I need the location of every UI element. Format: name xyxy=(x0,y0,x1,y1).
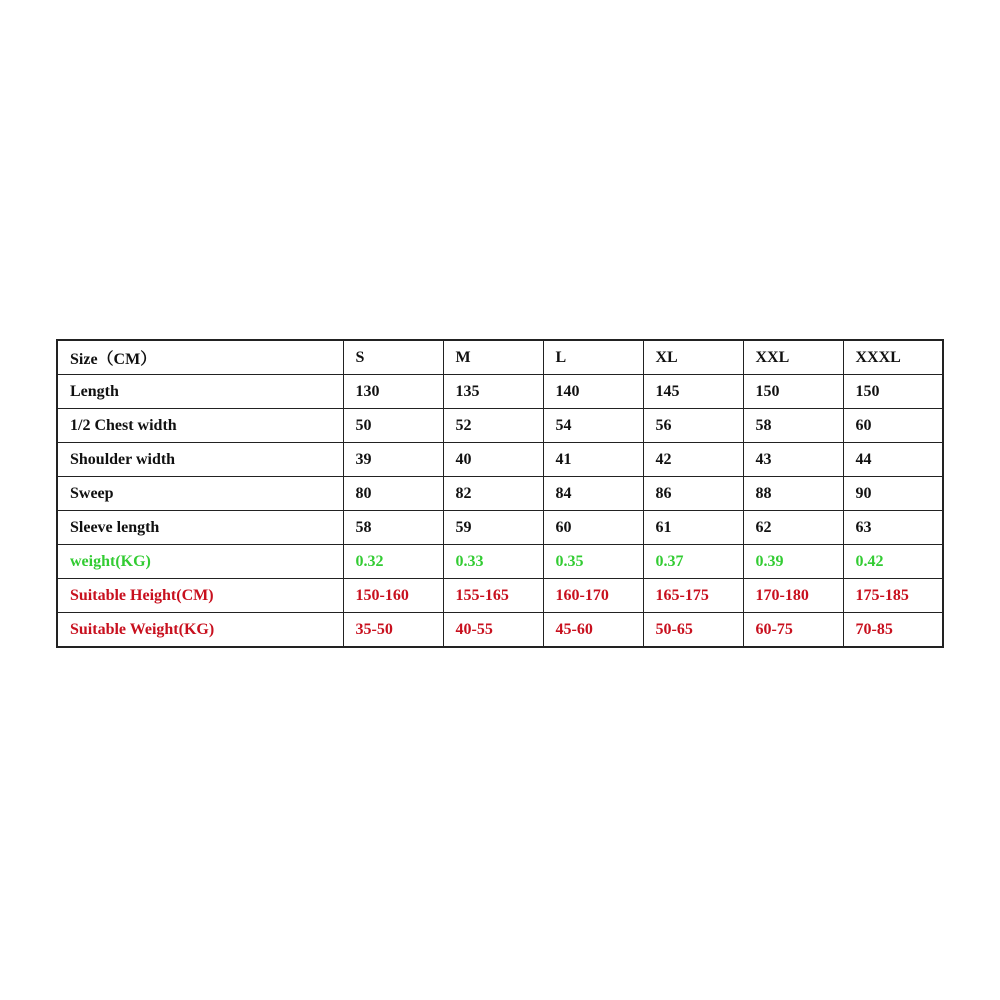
value-cell: 39 xyxy=(343,443,443,477)
value-cell: 62 xyxy=(743,511,843,545)
size-l-header: L xyxy=(543,340,643,375)
value-cell: 170-180 xyxy=(743,579,843,613)
size-xxxl-header: XXXL xyxy=(843,340,943,375)
value-cell: 58 xyxy=(743,409,843,443)
row-label: weight(KG) xyxy=(57,545,343,579)
value-cell: 0.32 xyxy=(343,545,443,579)
value-cell: 0.37 xyxy=(643,545,743,579)
value-cell: 0.39 xyxy=(743,545,843,579)
value-cell: 160-170 xyxy=(543,579,643,613)
value-cell: 88 xyxy=(743,477,843,511)
value-cell: 52 xyxy=(443,409,543,443)
value-cell: 80 xyxy=(343,477,443,511)
value-cell: 61 xyxy=(643,511,743,545)
size-header-row xyxy=(57,340,943,375)
row-label: Sleeve length xyxy=(57,511,343,545)
value-cell: 40 xyxy=(443,443,543,477)
value-cell: 150 xyxy=(843,375,943,409)
value-cell: 41 xyxy=(543,443,643,477)
value-cell: 82 xyxy=(443,477,543,511)
value-cell: 60 xyxy=(543,511,643,545)
length-row xyxy=(57,375,943,409)
value-cell: 140 xyxy=(543,375,643,409)
size-s-header: S xyxy=(343,340,443,375)
value-cell: 60 xyxy=(843,409,943,443)
value-cell: 135 xyxy=(443,375,543,409)
value-cell: 59 xyxy=(443,511,543,545)
value-cell: 58 xyxy=(343,511,443,545)
row-label: Suitable Weight(KG) xyxy=(57,613,343,648)
value-cell: 175-185 xyxy=(843,579,943,613)
value-cell: 54 xyxy=(543,409,643,443)
size-xl-header: XL xyxy=(643,340,743,375)
value-cell: 150-160 xyxy=(343,579,443,613)
value-cell: 45-60 xyxy=(543,613,643,648)
row-label: Suitable Height(CM) xyxy=(57,579,343,613)
value-cell: 130 xyxy=(343,375,443,409)
value-cell: 165-175 xyxy=(643,579,743,613)
chest-width-row xyxy=(57,409,943,443)
value-cell: 0.35 xyxy=(543,545,643,579)
value-cell: 43 xyxy=(743,443,843,477)
value-cell: 0.33 xyxy=(443,545,543,579)
value-cell: 86 xyxy=(643,477,743,511)
value-cell: 155-165 xyxy=(443,579,543,613)
row-label: Length xyxy=(57,375,343,409)
size-m-header: M xyxy=(443,340,543,375)
suitable-weight-row xyxy=(57,613,943,648)
garment-weight-row xyxy=(57,545,943,579)
value-cell: 84 xyxy=(543,477,643,511)
value-cell: 50-65 xyxy=(643,613,743,648)
value-cell: 63 xyxy=(843,511,943,545)
header-label-cell: Size（CM） xyxy=(57,340,343,375)
sleeve-length-row xyxy=(57,511,943,545)
value-cell: 70-85 xyxy=(843,613,943,648)
row-label: 1/2 Chest width xyxy=(57,409,343,443)
value-cell: 40-55 xyxy=(443,613,543,648)
value-cell: 56 xyxy=(643,409,743,443)
shoulder-width-row xyxy=(57,443,943,477)
value-cell: 0.42 xyxy=(843,545,943,579)
value-cell: 90 xyxy=(843,477,943,511)
value-cell: 35-50 xyxy=(343,613,443,648)
row-label: Sweep xyxy=(57,477,343,511)
value-cell: 42 xyxy=(643,443,743,477)
row-label: Shoulder width xyxy=(57,443,343,477)
value-cell: 50 xyxy=(343,409,443,443)
size-xxl-header: XXL xyxy=(743,340,843,375)
value-cell: 44 xyxy=(843,443,943,477)
sweep-row xyxy=(57,477,943,511)
value-cell: 60-75 xyxy=(743,613,843,648)
value-cell: 145 xyxy=(643,375,743,409)
size-chart-table xyxy=(56,339,944,648)
value-cell: 150 xyxy=(743,375,843,409)
suitable-height-row xyxy=(57,579,943,613)
